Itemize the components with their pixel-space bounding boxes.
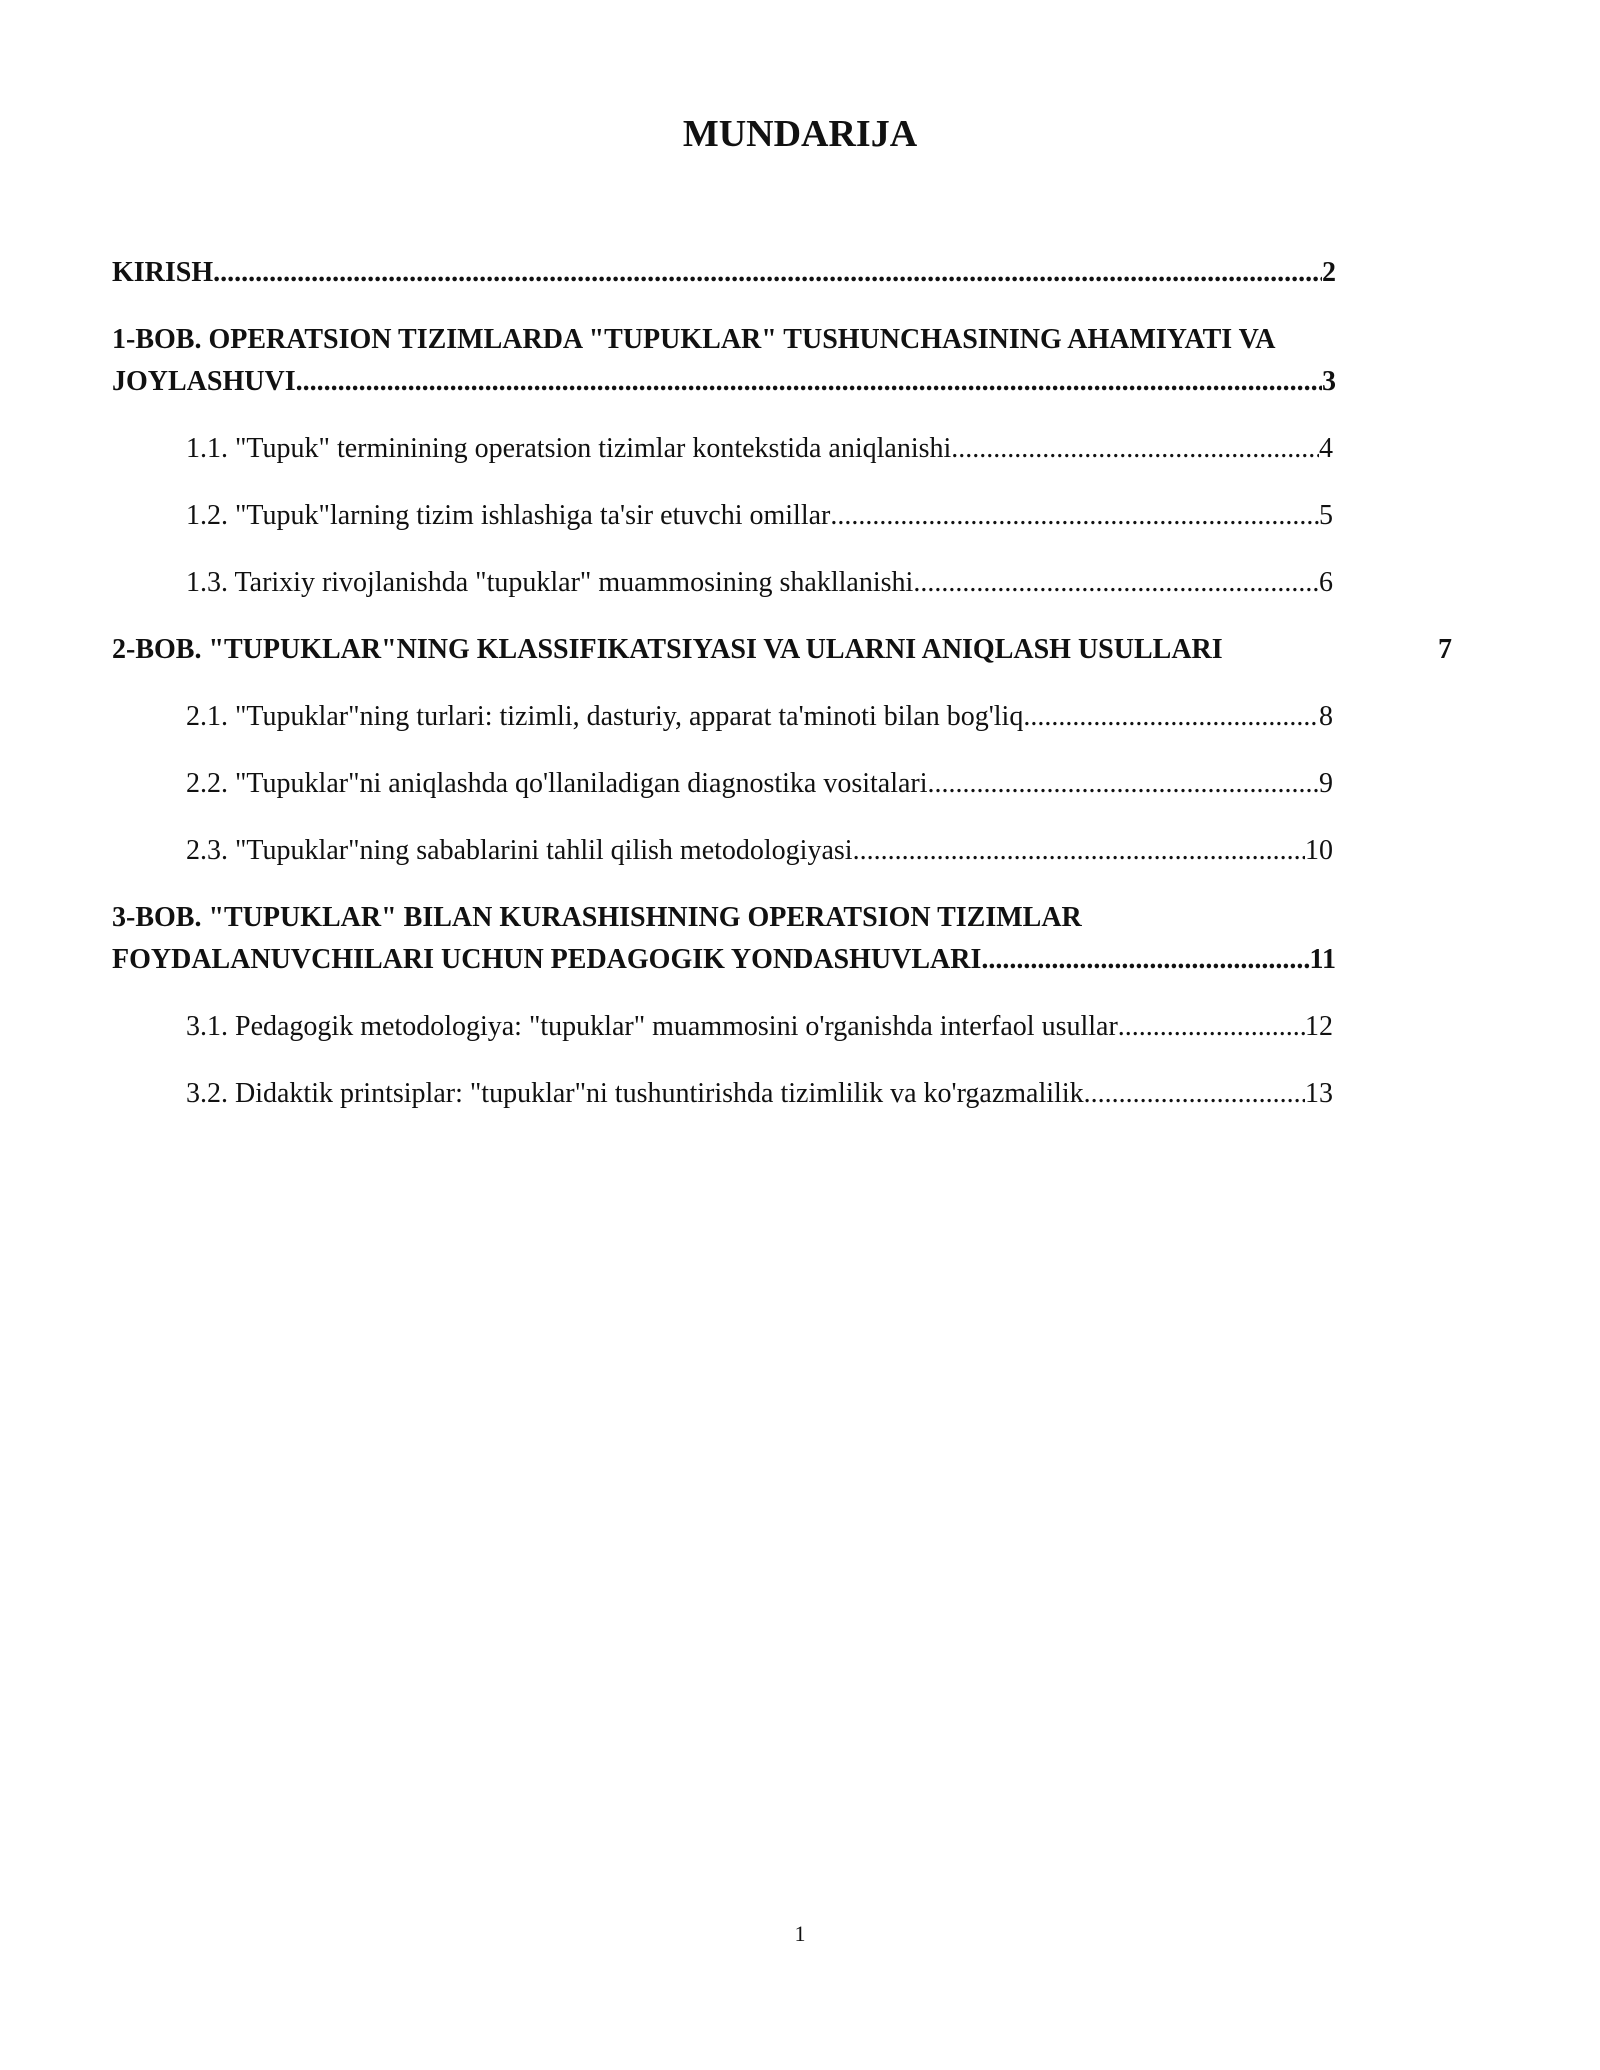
toc-entry-section-1-3[interactable] xyxy=(186,562,1333,604)
toc-entry-label-line1: 3-BOB. "TUPUKLAR" BILAN KURASHISHNING OPERATSION TIZIMLAR xyxy=(112,902,1082,933)
table-of-contents xyxy=(112,252,1452,1140)
toc-entry-section-1-2[interactable] xyxy=(186,495,1333,537)
toc-entry-label-line1: 1-BOB. OPERATSION TIZIMLARDA "TUPUKLAR" TUSHUNCHASINING AHAMIYATI VA xyxy=(112,324,1276,355)
toc-entry-label: 1.3. Tarixiy rivojlanishda "tupuklar" muammosining shakllanishi xyxy=(186,567,914,598)
toc-entry-label: 1.2. "Tupuk"larning tizim ishlashiga ta'sir etuvchi omillar xyxy=(186,500,831,531)
toc-page-number: 8 xyxy=(1319,701,1333,732)
page-number: 1 xyxy=(794,1921,806,1946)
toc-page-number: 9 xyxy=(1319,768,1333,799)
dot-leader xyxy=(1118,1006,1305,1048)
dot-leader xyxy=(853,830,1305,872)
toc-entry-label: 2.2. "Tupuklar"ni aniqlashda qo'llaniladigan diagnostika vositalari xyxy=(186,768,928,799)
toc-page-number: 3 xyxy=(1322,366,1336,397)
toc-entry-section-3-2[interactable] xyxy=(186,1073,1333,1115)
toc-page-number: 13 xyxy=(1305,1078,1333,1109)
toc-entry-label: KIRISH xyxy=(112,257,214,288)
toc-entry-label: 1.1. "Tupuk" terminining operatsion tizimlar kontekstida aniqlanishi xyxy=(186,433,952,464)
toc-page-number: 12 xyxy=(1305,1011,1333,1042)
toc-entry-section-2-1[interactable] xyxy=(186,696,1333,738)
toc-entry-section-2-3[interactable] xyxy=(186,830,1333,872)
dot-leader xyxy=(981,939,1309,981)
toc-entry-label: 3.2. Didaktik printsiplar: "tupuklar"ni tushuntirishda tizimlilik va ko'rgazmalilik xyxy=(186,1078,1084,1109)
toc-page-number: 7 xyxy=(1438,634,1452,665)
dot-leader xyxy=(213,252,1322,294)
toc-entry-label-line2: FOYDALANUVCHILARI UCHUN PEDAGOGIK YONDASHUVLARI xyxy=(112,944,982,975)
toc-entry-label-line2: JOYLASHUVI xyxy=(112,366,296,397)
toc-entry-label: 3.1. Pedagogik metodologiya: "tupuklar" muammosini o'rganishda interfaol usullar xyxy=(186,1011,1118,1042)
toc-page-number: 2 xyxy=(1322,257,1336,288)
toc-page-number: 4 xyxy=(1319,433,1333,464)
toc-entry-chapter-2[interactable] xyxy=(112,629,1452,671)
toc-entry-section-2-2[interactable] xyxy=(186,763,1333,805)
toc-page-number: 10 xyxy=(1305,835,1333,866)
dot-leader xyxy=(1023,696,1319,738)
page-title: MUNDARIJA xyxy=(682,113,918,155)
toc-page-number: 11 xyxy=(1309,944,1336,975)
toc-entry-kirish[interactable] xyxy=(112,252,1336,294)
toc-page-number: 5 xyxy=(1319,500,1333,531)
dot-leader xyxy=(951,428,1319,470)
dot-leader xyxy=(296,361,1322,403)
toc-entry-label: 2.1. "Tupuklar"ning turlari: tizimli, dasturiy, apparat ta'minoti bilan bog'liq xyxy=(186,701,1024,732)
dot-leader xyxy=(830,495,1319,537)
toc-entry-section-3-1[interactable] xyxy=(186,1006,1333,1048)
toc-entry-chapter-3[interactable] xyxy=(112,897,1336,981)
toc-entry-section-1-1[interactable] xyxy=(186,428,1333,470)
toc-entry-chapter-1[interactable] xyxy=(112,319,1336,403)
toc-page-number: 6 xyxy=(1319,567,1333,598)
dot-leader xyxy=(1084,1073,1305,1115)
toc-entry-label: 2-BOB. "TUPUKLAR"NING KLASSIFIKATSIYASI VA ULARNI ANIQLASH USULLARI xyxy=(112,634,1223,665)
dot-leader xyxy=(928,763,1319,805)
dot-leader xyxy=(913,562,1319,604)
toc-entry-label: 2.3. "Tupuklar"ning sabablarini tahlil qilish metodologiyasi xyxy=(186,835,853,866)
